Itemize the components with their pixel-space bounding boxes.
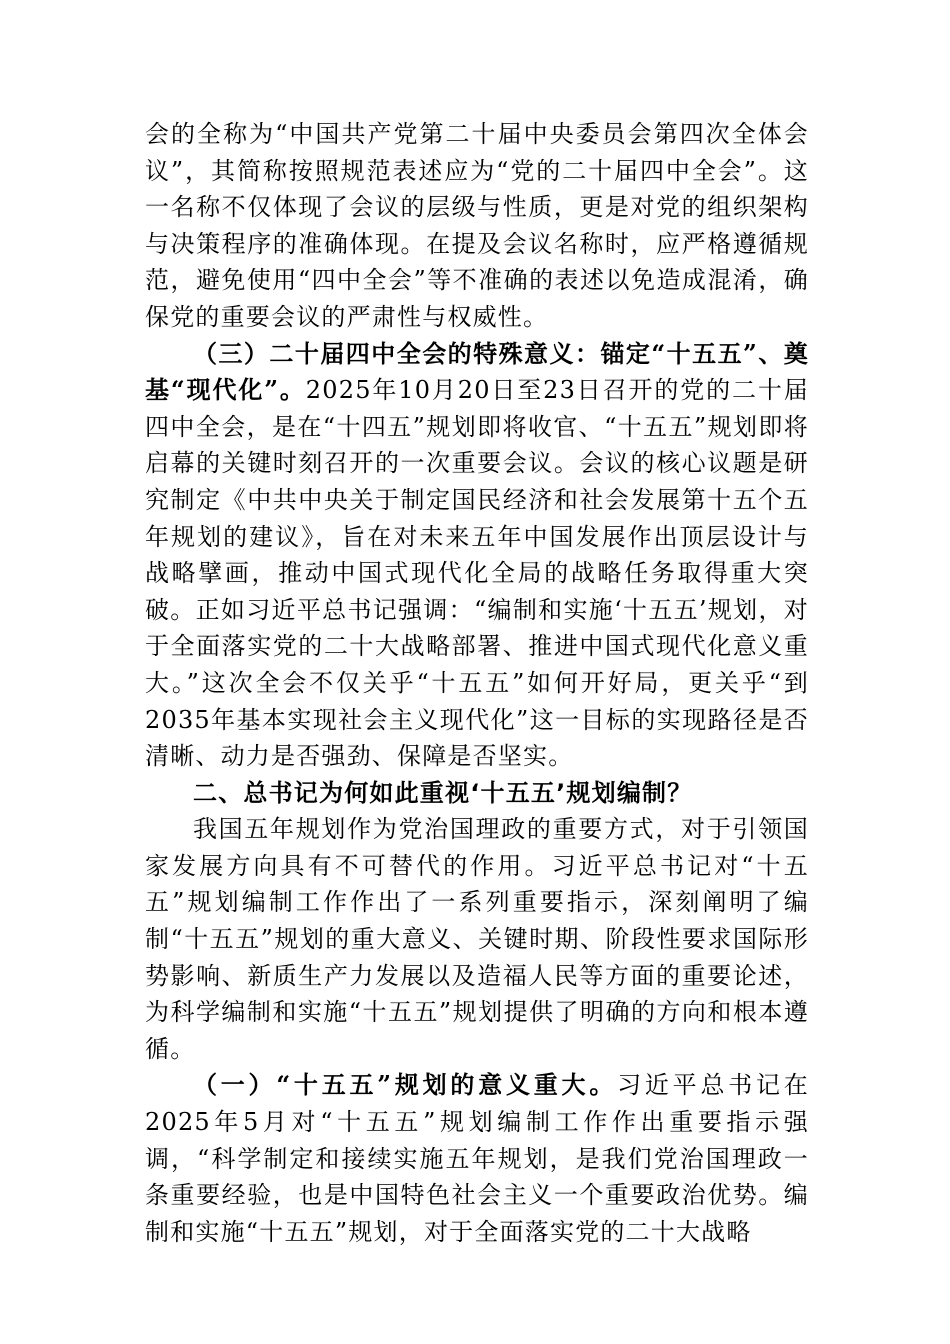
- section-heading-two: 二、总书记为何如此重视‘十五五’规划编制？: [193, 778, 693, 807]
- paragraph-plan-significance: [145, 1067, 809, 1250]
- paragraph-special-significance: [145, 336, 809, 775]
- paragraph-plan-significance-body: 习近平总书记在2025年5月对“十五五”规划编制工作作出重要指示强调，“科学制定和接续实施五年规划，是我们党治国理政一条重要经验，也是中国特色社会主义一个重要政治优势。编制和实施“十五五”规划，对于全面落实党的二十大战略: [145, 1071, 809, 1246]
- paragraph-five-year-plan-role: 我国五年规划作为党治国理政的重要方式，对于引领国家发展方向具有不可替代的作用。习近平总书记对“十五五”规划编制工作作出了一系列重要指示，深刻阐明了编制“十五五”规划的重大意义、关键时期、阶段性要求国际形势影响、新质生产力发展以及造福人民等方面的重要论述，为科学编制和实施“十五五”规划提供了明确的方向和根本遵循。: [145, 815, 809, 1063]
- paragraph-special-significance-body: 2025年10月20日至23日召开的党的二十届四中全会，是在“十四五”规划即将收官、“十五五”规划即将启幕的关键时刻召开的一次重要会议。会议的核心议题是研究制定《中共中央关于制定国民经济和社会发展第十五个五年规划的建议》，旨在对未来五年中国发展作出顶层设计与战略擘画，推动中国式现代化全局的战略任务取得重大突破。正如习近平总书记强调：“编制和实施‘十五五’规划，对于全面落实党的二十大战略部署、推进中国式现代化意义重大。”这次全会不仅关乎“十五五”如何开好局，更关乎“到2035年基本实现社会主义现代化”这一目标的实现路径是否清晰、动力是否强劲、保障是否坚实。: [145, 376, 810, 771]
- subsection-heading-one: （一）“十五五”规划的意义重大。: [193, 1070, 618, 1100]
- paragraph-meeting-name: 会的全称为“中国共产党第二十届中央委员会第四次全体会议”，其简称按照规范表述应为“党的二十届四中全会”。这一名称不仅体现了会议的层级与性质，更是对党的组织架构与决策程序的准确体现。在提及会议名称时，应严格遵循规范，避免使用“四中全会”等不准确的表述以免造成混淆，确保党的重要会议的严肃性与权威性。: [145, 120, 809, 331]
- subsection-heading-three: （三）二十届四中全会的特殊意义：锚定“十五五”、奠基“现代化”。: [145, 338, 809, 405]
- document-page: [145, 116, 809, 1250]
